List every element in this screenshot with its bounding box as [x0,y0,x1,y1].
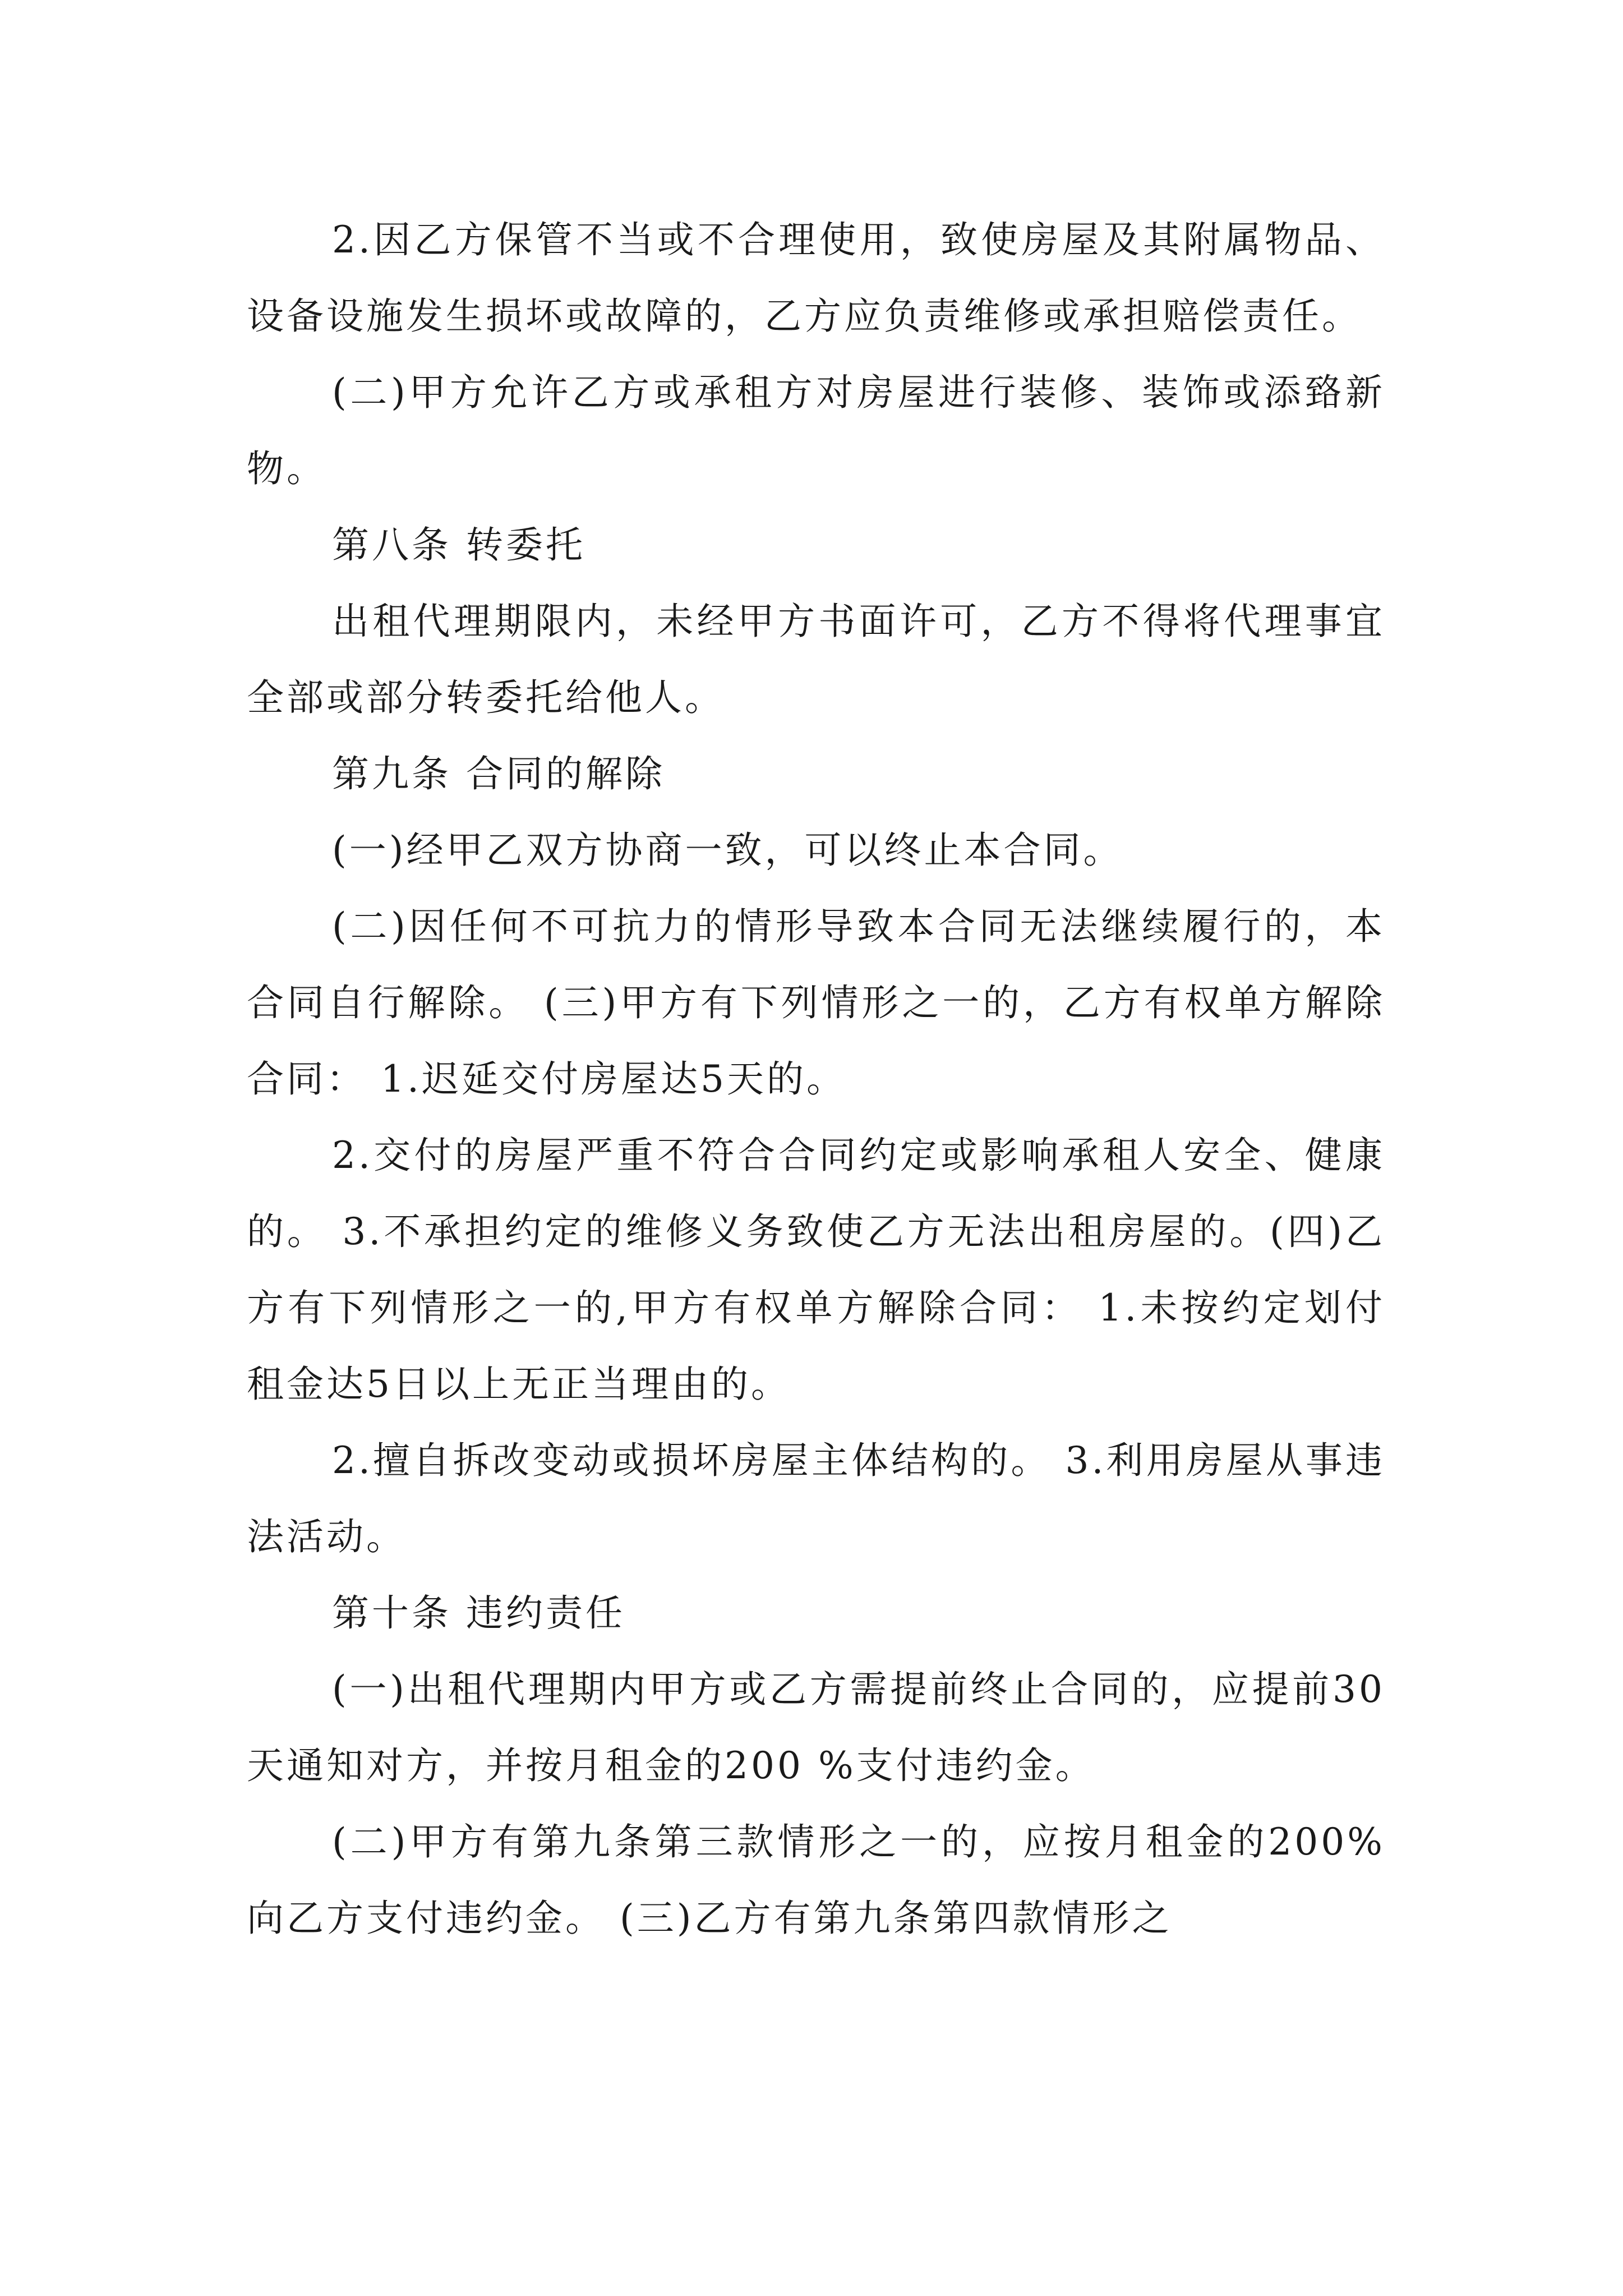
paragraph-force-majeure: (二)因任何不可抗力的情形导致本合同无法继续履行的，本合同自行解除。 (三)甲方有下列情形之一的，乙方有权单方解除合同： 1.迟延交付房屋达5天的。 [247,905,1385,1101]
heading-article-9: 第九条 合同的解除 [332,752,665,795]
paragraph-early-termination-penalty: (一)出租代理期内甲方或乙方需提前终止合同的，应提前30天通知对方，并按月租金的200 %支付违约金。 [247,1668,1385,1787]
paragraph-maintenance-liability: 2.因乙方保管不当或不合理使用，致使房屋及其附属物品、设备设施发生损坏或故障的，乙方应负责维修或承担赔偿责任。 [247,218,1385,338]
contract-text [247,202,1385,1957]
paragraph-termination-conditions: 2.交付的房屋严重不符合合同约定或影响承租人安全、健康的。 3.不承担约定的维修义务致使乙方无法出租房屋的。(四)乙方有下列情形之一的,甲方有权单方解除合同： 1.未按约定划付租金达5日以上无正当理由的。 [247,1134,1385,1406]
heading-article-10: 第十条 违约责任 [332,1591,625,1635]
paragraph-renovation-permission: (二)甲方允许乙方或承租方对房屋进行装修、装饰或添臵新物。 [247,371,1385,490]
paragraph-structural-damage: 2.擅自拆改变动或损坏房屋主体结构的。 3.利用房屋从事违法活动。 [247,1439,1385,1558]
paragraph-breach-penalty: (二)甲方有第九条第三款情形之一的，应按月租金的200%向乙方支付违约金。 (三)乙方有第九条第四款情形之 [247,1820,1385,1940]
heading-article-8: 第八条 转委托 [332,523,585,567]
paragraph-sub-delegation: 出租代理期限内，未经甲方书面许可，乙方不得将代理事宜全部或部分转委托给他人。 [247,600,1385,719]
paragraph-mutual-termination: (一)经甲乙双方协商一致，可以终止本合同。 [332,829,1123,872]
